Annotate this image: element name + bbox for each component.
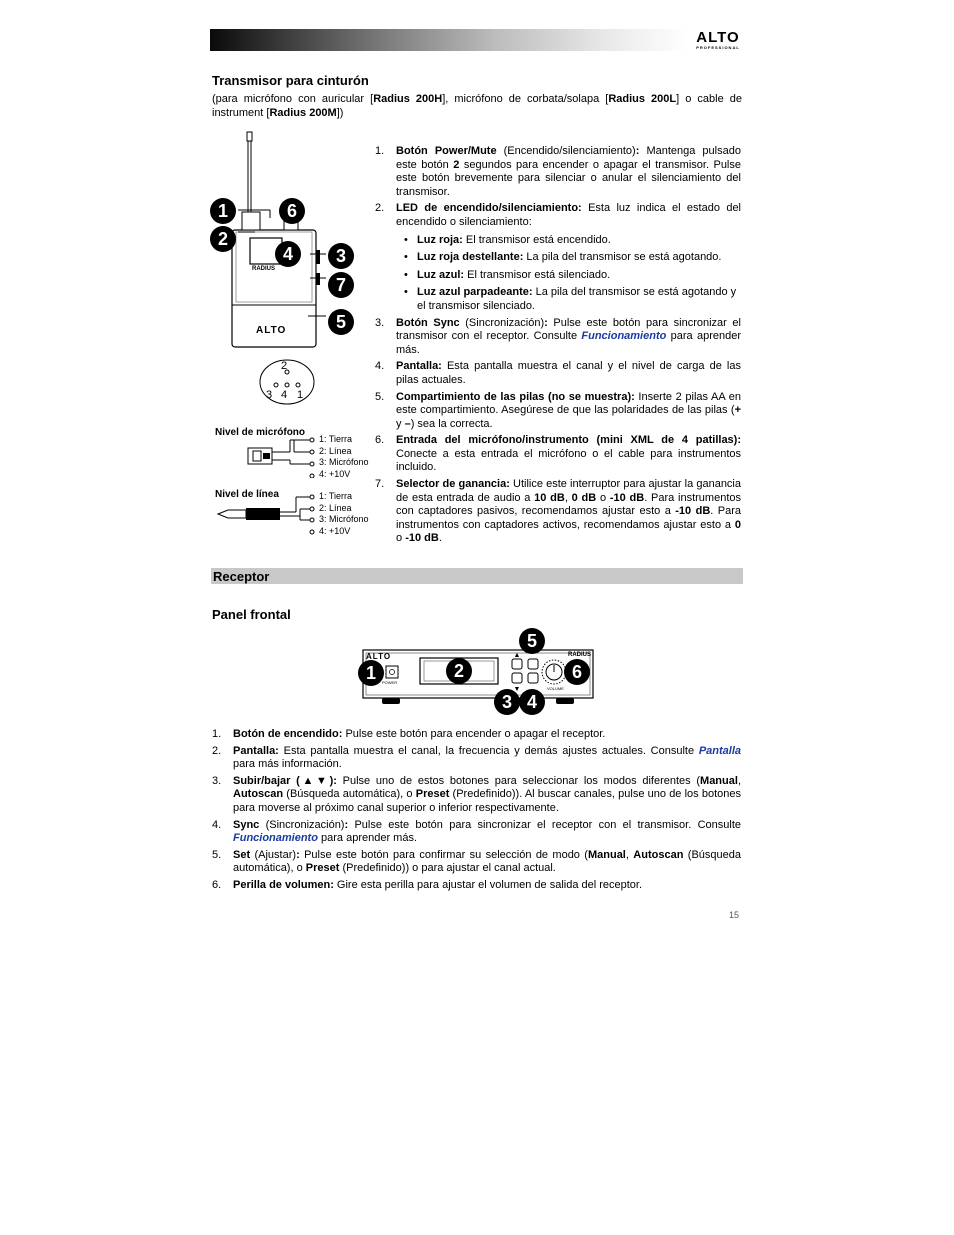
list-item-text: [396, 202, 741, 228]
receiver-callout-6: [562, 657, 592, 692]
text-run: para aprender más.: [317, 832, 418, 845]
list-item-number: 2.: [212, 744, 222, 757]
text-run: La pila del transmisor se está agotando.: [523, 251, 722, 264]
list-item: [375, 317, 741, 358]
list-item-text: [396, 360, 741, 386]
text-run: Luz roja:: [417, 233, 463, 246]
bullet-icon: •: [404, 251, 408, 264]
receiver-callout-1: [356, 658, 386, 693]
receiver-brand-label: RADIUS: [568, 652, 592, 658]
text-run: Esta pantalla muestra el canal, la frecuencia y demás ajustes actuales. Consulte: [278, 744, 699, 757]
alto-logo: ALTO PROFESSIONAL: [696, 29, 740, 50]
list-item: [212, 775, 741, 816]
text-run: Utilice este interruptor para ajustar la ganancia de esta entrada de audio a: [396, 478, 741, 504]
text-run: Compartimiento de las pilas (no se muestra):: [396, 390, 635, 403]
panel-frontal-title: Panel frontal: [212, 607, 291, 622]
text-run: Radius 200H: [373, 93, 443, 105]
receiver-callout-4: [517, 687, 547, 722]
list-item-text: [396, 145, 741, 198]
bullet-item: [396, 234, 741, 248]
receiver-callout-5: [517, 626, 547, 661]
svg-text:3: 3: [335, 246, 347, 266]
svg-text:7: 7: [335, 275, 347, 295]
text-run: .: [438, 532, 442, 545]
page-number: 15: [729, 910, 740, 920]
bullet-item: [396, 269, 741, 283]
text-run: Pantalla:: [396, 360, 442, 373]
list-item-text: [396, 317, 741, 356]
text-run: (Encendido/silenciamiento): [496, 145, 636, 157]
text-run: -10 dB: [609, 491, 645, 504]
text-run: y: [396, 417, 405, 430]
text-run: . Para instrumentos con captadores pasivos, recomendamos ajustar esto a: [396, 491, 741, 518]
text-run: (Predefinido)). Al buscar canales, pulse uno de los botones para moverse al próximo canal superior o inferior respectivamente.: [233, 788, 742, 814]
text-run: Perilla de volumen:: [233, 878, 334, 891]
text-run: para más información.: [233, 758, 342, 771]
bullet-item: [396, 251, 741, 265]
list-item-text: [233, 775, 741, 814]
text-run: El transmisor está silenciado.: [464, 268, 611, 281]
text-run: Preset: [415, 788, 450, 801]
list-item-text: [396, 434, 741, 473]
svg-text:1: 1: [365, 663, 377, 683]
receptor-section-title: Receptor: [213, 569, 270, 584]
text-run: Pulse uno de estos botones para seleccionar los modos diferentes (: [336, 774, 701, 787]
line-level-wiring-diagram: [214, 490, 320, 536]
text-run: ]): [336, 106, 344, 119]
text-run: ] o cable de instrument [: [212, 93, 742, 119]
list-item: [375, 391, 741, 432]
receiver-logo: ALTO: [366, 652, 392, 661]
xlr-pin-3: 3: [266, 389, 273, 401]
list-item-text: [233, 879, 642, 891]
list-item-number: 5.: [375, 390, 385, 403]
text-run: Subir/bajar (▲▼):: [233, 774, 337, 787]
text-run: Manual: [587, 848, 626, 861]
svg-text:3: 3: [501, 692, 513, 712]
text-run: (para micrófono con auricular [: [212, 93, 374, 105]
receiver-volume-label: VOLUME: [547, 686, 564, 691]
list-item: [375, 360, 741, 387]
text-run: ,: [625, 848, 634, 861]
svg-text:4: 4: [526, 692, 538, 712]
text-run: +: [734, 404, 741, 417]
list-item-text: [233, 849, 741, 875]
text-run: Conecte a esta entrada el micrófono o el cable para instrumentos incluido.: [396, 447, 741, 474]
text-run: ], micrófono de corbata/solapa [: [442, 93, 609, 105]
list-item-number: 5.: [212, 848, 222, 861]
text-run: Gire esta perilla para ajustar el volumen de salida del receptor.: [333, 878, 643, 891]
svg-text:1: 1: [217, 201, 229, 221]
svg-text:6: 6: [571, 662, 583, 682]
text-run: Autoscan: [233, 788, 284, 801]
text-run: Radius 200L: [608, 93, 677, 105]
text-run: ) sea la correcta.: [410, 417, 493, 430]
list-item: [212, 745, 741, 772]
text-run: o: [596, 491, 610, 504]
list-item: [212, 819, 741, 846]
svg-text:5: 5: [526, 631, 538, 651]
svg-text:▲: ▲: [513, 652, 521, 659]
callout-leader-lines: [230, 206, 340, 326]
text-run: ,: [564, 491, 572, 504]
list-item-number: 6.: [212, 878, 222, 891]
mic-level-label: Nivel de micrófono: [215, 427, 306, 438]
receiver-callout-2: [444, 656, 474, 691]
svg-text:2: 2: [217, 229, 229, 249]
text-run: –: [404, 417, 411, 430]
list-item: [375, 478, 741, 546]
list-item-number: 7.: [375, 478, 385, 491]
text-run: Pulse este botón para encender o apagar el receptor.: [342, 728, 606, 740]
list-item-number: 3.: [212, 774, 222, 787]
text-run: Entrada del micrófono/instrumento (mini XML de 4 patillas):: [396, 434, 741, 447]
bullet-item: [396, 286, 741, 313]
text-run: Set: [233, 848, 251, 861]
text-run: Esta pantalla muestra el canal y el nivel de carga de las pilas actuales.: [396, 360, 741, 386]
text-run: Selector de ganancia:: [396, 478, 510, 491]
text-run: Luz azul:: [417, 268, 465, 281]
list-item-text: [233, 728, 605, 740]
list-item: [375, 434, 741, 475]
list-item: [212, 728, 741, 742]
text-run: Sync: [233, 818, 260, 831]
list-item-number: 4.: [375, 360, 385, 373]
list-item-number: 6.: [375, 434, 385, 447]
cross-reference-link[interactable]: Funcionamiento: [581, 330, 667, 343]
text-run: 2: [453, 158, 460, 171]
text-run: Luz roja destellante:: [417, 251, 524, 264]
text-run: Botón Power/Mute: [396, 145, 497, 157]
text-run: 0: [734, 518, 741, 531]
text-run: Preset: [305, 862, 340, 875]
list-item: [212, 849, 741, 876]
text-run: Esta luz indica el estado del encendido o silenciamiento:: [396, 202, 741, 228]
mic-level-wiring-diagram: [244, 432, 320, 478]
list-item: [212, 879, 741, 893]
text-run: . Para instrumentos con captadores activos, recomendamos ajustar esto a: [396, 505, 741, 531]
text-run: Pulse este botón para confirmar su selección de modo (: [299, 848, 588, 861]
text-run: :: [544, 316, 548, 329]
receiver-feature-list: [212, 728, 741, 896]
transmitter-brand-label: RADIUS: [252, 266, 276, 272]
text-run: (Sincronización): [459, 316, 545, 329]
list-item-text: [233, 819, 741, 845]
line-level-pin-list: 1: Tierra 2: Línea 3: Micrófono 4: +10V: [319, 491, 369, 536]
text-run: :: [635, 145, 640, 157]
list-item-text: [396, 478, 741, 544]
text-run: La pila del transmisor se está agotando y el transmisor silenciado.: [417, 286, 737, 312]
header-gradient-bar: [210, 29, 688, 51]
text-run: El transmisor está encendido.: [462, 233, 611, 246]
text-run: (Búsqueda automática), o: [233, 848, 741, 875]
xlr-pin-4: 4: [281, 389, 288, 401]
svg-text:5: 5: [335, 312, 347, 332]
text-run: (Ajustar): [250, 848, 297, 861]
text-run: (Predefinido)) o para ajustar el canal actual.: [339, 862, 556, 875]
svg-text:4: 4: [282, 244, 294, 264]
text-run: Pulse este botón para sincronizar el receptor con el transmisor. Consulte: [348, 818, 742, 831]
text-run: -10 dB: [675, 505, 711, 518]
list-item-number: 4.: [212, 818, 222, 831]
cross-reference-link[interactable]: Funcionamiento: [233, 832, 318, 845]
receiver-power-label: POWER: [382, 680, 398, 685]
text-run: Radius 200M: [269, 106, 337, 119]
text-run: Botón de encendido:: [233, 728, 343, 740]
svg-text:▼: ▼: [513, 686, 521, 693]
text-run: 0 dB: [571, 491, 597, 504]
svg-text:2: 2: [453, 661, 465, 681]
xlr-pin-1: 1: [297, 389, 304, 401]
text-run: LED de encendido/silenciamiento:: [396, 202, 582, 215]
transmitter-intro: [212, 93, 742, 120]
bullet-icon: •: [404, 286, 408, 299]
text-run: para aprender más.: [396, 330, 741, 356]
list-item: [375, 145, 741, 199]
list-item-number: 1.: [212, 728, 222, 740]
list-item-text: [233, 745, 741, 771]
text-run: -10 dB: [405, 532, 439, 545]
list-item-number: 2.: [375, 202, 385, 215]
transmitter-title: Transmisor para cinturón: [212, 73, 369, 88]
text-run: (Búsqueda automática), o: [283, 788, 416, 801]
transmitter-logo: ALTO: [256, 325, 287, 336]
text-run: Manual: [700, 774, 738, 787]
text-run: Inserte 2 pilas AA en este compartimiento. Asegúrese de que las polaridades de las pilas (: [396, 390, 741, 417]
text-run: Botón Sync: [396, 316, 460, 329]
transmitter-feature-list: [375, 145, 741, 549]
list-item: [375, 202, 741, 313]
svg-text:6: 6: [286, 201, 298, 221]
list-item-text: [396, 391, 741, 430]
receptor-section-bar: [211, 568, 743, 584]
text-run: Mantenga pulsado este botón: [396, 145, 741, 171]
text-run: Pantalla:: [233, 744, 279, 757]
list-item-number: 1.: [375, 145, 385, 157]
mic-level-pin-list: 1: Tierra 2: Línea 3: Micrófono 4: +10V: [319, 434, 369, 479]
text-run: ,: [737, 774, 741, 787]
xlr-pin-2: 2: [281, 360, 288, 372]
text-run: (Sincronización): [259, 818, 345, 831]
text-run: segundos para encender o apagar el transmisor. Pulse este botón brevemente para silenciar o anular el silenciamiento del transmisor.: [396, 158, 741, 198]
text-run: Pulse este botón para sincronizar el transmisor con el receptor. Consulte: [396, 316, 741, 343]
cross-reference-link[interactable]: Pantalla: [698, 744, 741, 757]
text-run: 10 dB: [534, 491, 565, 504]
list-item-number: 3.: [375, 316, 385, 329]
bullet-icon: •: [404, 233, 408, 246]
line-level-label: Nivel de línea: [215, 489, 279, 500]
text-run: :: [344, 818, 349, 831]
text-run: Luz azul parpadeante:: [417, 286, 533, 299]
bullet-icon: •: [404, 268, 408, 281]
text-run: o: [396, 532, 406, 545]
text-run: Autoscan: [633, 848, 684, 861]
text-run: :: [296, 848, 300, 861]
